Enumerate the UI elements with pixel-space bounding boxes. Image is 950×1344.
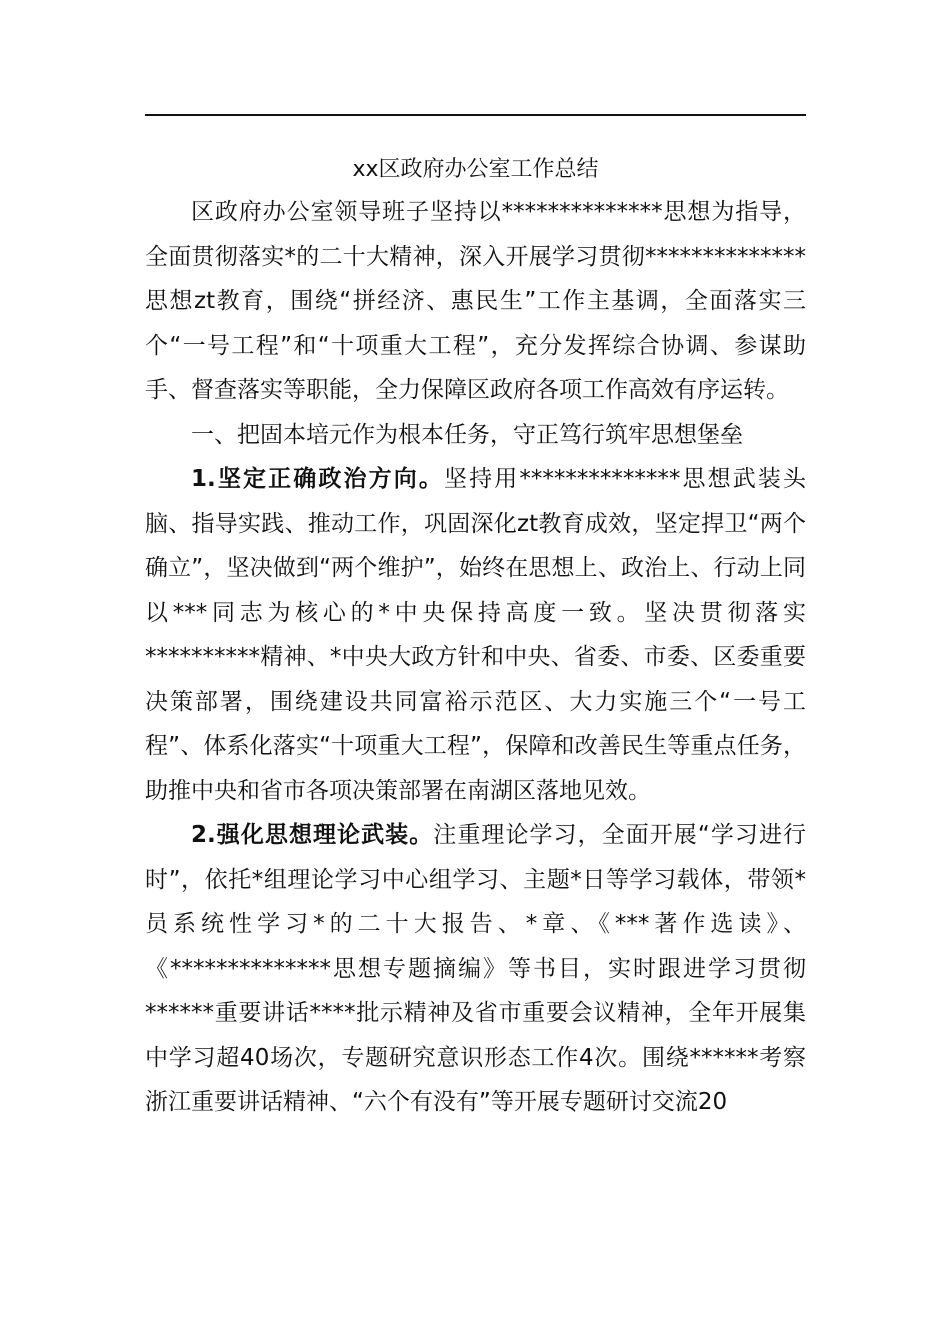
header-rule xyxy=(145,114,806,116)
document-body xyxy=(145,190,806,1125)
item-heading-1: 1.坚定正确政治方向。 xyxy=(191,466,444,492)
item-paragraph-1 xyxy=(145,457,806,813)
section-heading: 一、把固本培元作为根本任务，守正笃行筑牢思想堡垒 xyxy=(191,421,743,448)
intro-paragraph: 区政府办公室领导班子坚持以**************思想为指导，全面贯彻落实*的二十大精神，深入开展学习贯彻**************思想zt教育，围绕“拼经济、惠民生”工作主基调，全面落实三个“一号工程”和“十项重大工程”，充分发挥综合协调、参谋助手、督查落实等职能，全力保障区政府各项工作高效有序运转。 xyxy=(145,199,806,403)
document-title: xx区政府办公室工作总结 xyxy=(352,157,599,182)
item-text-2: 注重理论学习，全面开展“学习进行时”，依托*组理论学习中心组学习、主题*日等学习载体，带领*员系统性学习*的二十大报告、*章、《***著作选读》、《**************思想专题摘编》等书目，实时跟进学习贯彻******重要讲话****批示精神及省市重要会议精神，全年开展集中学习超40场次，专题研究意识形态工作4次。围绕******考察浙江重要讲话精神、“六个有没有”等开展专题研讨交流20 xyxy=(145,822,806,1115)
item-paragraph-2 xyxy=(145,813,806,1125)
item-heading-2: 2.强化思想理论武装。 xyxy=(191,822,434,848)
item-text-1: 坚持用**************思想武装头脑、指导实践、推动工作，巩固深化zt教育成效，坚定捍卫“两个确立”，坚决做到“两个维护”，始终在思想上、政治上、行动上同以***同志为核心的*中央保持高度一致。坚决贯彻落实**********精神、*中央大政方针和中央、省委、市委、区委重要决策部署，围绕建设共同富裕示范区、大力实施三个“一号工程”、体系化落实“十项重大工程”，保障和改善民生等重点任务，助推中央和省市各项决策部署在南湖区落地见效。 xyxy=(145,466,806,804)
